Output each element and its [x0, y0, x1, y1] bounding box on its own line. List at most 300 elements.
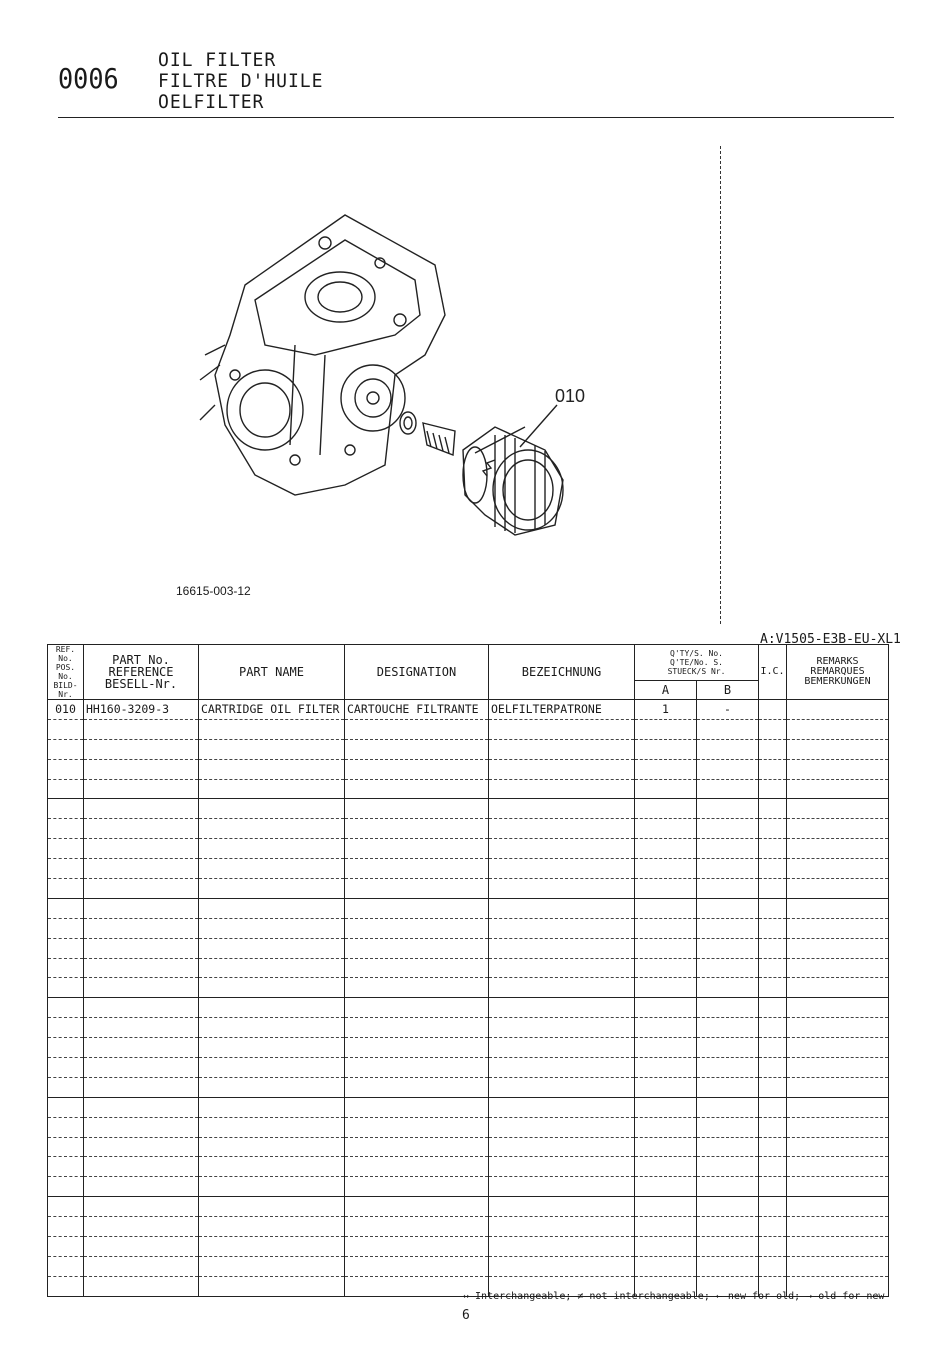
empty-cell: [345, 779, 489, 799]
empty-cell: [199, 1077, 345, 1097]
empty-cell: [199, 918, 345, 938]
empty-cell: [489, 1197, 635, 1217]
empty-cell: [345, 1137, 489, 1157]
empty-cell: [635, 898, 697, 918]
empty-cell: [84, 1256, 199, 1276]
empty-cell: [489, 1256, 635, 1276]
cell-ref: 010: [48, 700, 84, 720]
empty-cell: [199, 759, 345, 779]
empty-cell: [489, 978, 635, 998]
model-code: A:V1505-E3B-EU-XL1: [760, 632, 901, 647]
empty-cell: [787, 1038, 889, 1058]
empty-cell: [697, 719, 759, 739]
cell-bezeichnung: OELFILTERPATRONE: [489, 700, 635, 720]
empty-cell: [84, 839, 199, 859]
col-part-name-header: PART NAME: [199, 645, 345, 700]
table-row: [48, 819, 889, 839]
empty-cell: [345, 1157, 489, 1177]
empty-cell: [787, 719, 889, 739]
empty-cell: [48, 1038, 84, 1058]
table-row: [48, 938, 889, 958]
col-qty-de: STUECK/S Nr.: [667, 666, 726, 676]
empty-cell: [48, 1217, 84, 1237]
empty-cell: [759, 759, 787, 779]
empty-cell: [345, 1097, 489, 1117]
empty-cell: [697, 958, 759, 978]
empty-cell: [787, 1097, 889, 1117]
empty-cell: [345, 859, 489, 879]
col-ref-fr: POS. No.: [55, 663, 76, 681]
empty-cell: [697, 1038, 759, 1058]
empty-cell: [199, 1058, 345, 1078]
table-row: [48, 1177, 889, 1197]
empty-cell: [787, 898, 889, 918]
cell-remarks: [787, 700, 889, 720]
table-row: [48, 978, 889, 998]
empty-cell: [489, 1097, 635, 1117]
empty-cell: [345, 898, 489, 918]
empty-cell: [345, 1217, 489, 1237]
empty-cell: [48, 898, 84, 918]
empty-cell: [199, 1256, 345, 1276]
empty-cell: [635, 1157, 697, 1177]
col-remarks-header: [787, 645, 889, 700]
cell-qty-b: -: [697, 700, 759, 720]
empty-cell: [48, 779, 84, 799]
empty-cell: [489, 1177, 635, 1197]
empty-cell: [635, 938, 697, 958]
table-row: [48, 1058, 889, 1078]
empty-cell: [48, 1018, 84, 1038]
empty-cell: [635, 1177, 697, 1197]
empty-cell: [48, 958, 84, 978]
empty-cell: [48, 1117, 84, 1137]
empty-cell: [759, 1058, 787, 1078]
empty-cell: [48, 938, 84, 958]
empty-cell: [787, 819, 889, 839]
col-remarks-en: REMARKS: [816, 656, 859, 667]
empty-cell: [697, 1137, 759, 1157]
table-row: [48, 700, 889, 720]
empty-cell: [635, 779, 697, 799]
empty-cell: [759, 1077, 787, 1097]
table-row: [48, 998, 889, 1018]
empty-cell: [84, 859, 199, 879]
empty-cell: [635, 719, 697, 739]
empty-cell: [48, 1256, 84, 1276]
empty-cell: [199, 898, 345, 918]
table-row: [48, 1197, 889, 1217]
empty-cell: [345, 938, 489, 958]
empty-cell: [787, 1137, 889, 1157]
empty-cell: [635, 918, 697, 938]
empty-cell: [697, 998, 759, 1018]
empty-cell: [635, 978, 697, 998]
empty-cell: [84, 978, 199, 998]
empty-cell: [697, 879, 759, 899]
empty-cell: [84, 1018, 199, 1038]
empty-cell: [697, 978, 759, 998]
empty-cell: [199, 739, 345, 759]
empty-cell: [199, 879, 345, 899]
empty-cell: [635, 739, 697, 759]
col-designation-header: DESIGNATION: [345, 645, 489, 700]
oil-filter-exploded-drawing: [195, 205, 625, 545]
empty-cell: [199, 779, 345, 799]
empty-cell: [787, 1058, 889, 1078]
empty-cell: [635, 1058, 697, 1078]
empty-cell: [787, 759, 889, 779]
empty-cell: [635, 998, 697, 1018]
empty-cell: [697, 1256, 759, 1276]
empty-cell: [489, 918, 635, 938]
empty-cell: [787, 938, 889, 958]
empty-cell: [759, 958, 787, 978]
empty-cell: [84, 1157, 199, 1177]
empty-cell: [84, 898, 199, 918]
empty-cell: [697, 1157, 759, 1177]
empty-cell: [759, 1157, 787, 1177]
empty-cell: [199, 719, 345, 739]
empty-cell: [84, 918, 199, 938]
empty-cell: [48, 819, 84, 839]
empty-cell: [635, 1256, 697, 1276]
section-code: 0006: [58, 62, 119, 95]
figure-number: 16615-003-12: [176, 584, 251, 598]
empty-cell: [635, 1197, 697, 1217]
empty-cell: [787, 1157, 889, 1177]
empty-cell: [345, 1038, 489, 1058]
empty-cell: [489, 1038, 635, 1058]
empty-cell: [635, 799, 697, 819]
empty-cell: [84, 779, 199, 799]
table-row: [48, 918, 889, 938]
empty-cell: [697, 1077, 759, 1097]
empty-cell: [489, 1157, 635, 1177]
empty-cell: [345, 1237, 489, 1257]
empty-cell: [489, 799, 635, 819]
table-row: [48, 1217, 889, 1237]
col-ref-de: BILD-Nr.: [53, 681, 78, 699]
empty-cell: [489, 819, 635, 839]
col-part-no-de: BESELL-Nr.: [104, 677, 178, 691]
empty-cell: [697, 1097, 759, 1117]
empty-cell: [199, 859, 345, 879]
col-part-no-en: PART No.: [112, 653, 170, 667]
empty-cell: [489, 898, 635, 918]
empty-cell: [759, 819, 787, 839]
col-qty-a-header: A: [635, 680, 697, 699]
empty-cell: [345, 799, 489, 819]
empty-cell: [697, 799, 759, 819]
empty-cell: [787, 1237, 889, 1257]
empty-cell: [48, 1177, 84, 1197]
interchangeability-legend: ↔ Interchangeable; ≠ not interchangeable; ← new for old; → old for new: [463, 1291, 885, 1302]
empty-cell: [84, 819, 199, 839]
col-qty-en: Q'TY/S. No.: [670, 648, 723, 658]
empty-cell: [759, 1237, 787, 1257]
empty-cell: [787, 879, 889, 899]
empty-cell: [199, 1117, 345, 1137]
empty-cell: [199, 1038, 345, 1058]
empty-cell: [199, 1237, 345, 1257]
empty-cell: [787, 978, 889, 998]
empty-cell: [48, 759, 84, 779]
empty-cell: [345, 958, 489, 978]
cell-part-name: CARTRIDGE OIL FILTER: [199, 700, 345, 720]
empty-cell: [48, 1077, 84, 1097]
empty-cell: [787, 918, 889, 938]
empty-cell: [697, 759, 759, 779]
empty-cell: [787, 1018, 889, 1038]
empty-cell: [345, 1177, 489, 1197]
empty-cell: [489, 739, 635, 759]
empty-cell: [759, 938, 787, 958]
empty-cell: [84, 739, 199, 759]
empty-cell: [48, 719, 84, 739]
empty-cell: [697, 859, 759, 879]
empty-cell: [48, 879, 84, 899]
empty-cell: [84, 938, 199, 958]
empty-cell: [697, 819, 759, 839]
empty-cell: [345, 1058, 489, 1078]
empty-cell: [489, 1117, 635, 1137]
empty-cell: [787, 799, 889, 819]
empty-cell: [199, 998, 345, 1018]
table-row: [48, 898, 889, 918]
empty-cell: [48, 1157, 84, 1177]
empty-cell: [787, 779, 889, 799]
empty-cell: [697, 779, 759, 799]
empty-cell: [48, 839, 84, 859]
empty-cell: [787, 1117, 889, 1137]
col-remarks-fr: REMARQUES: [810, 666, 865, 677]
table-row: [48, 1137, 889, 1157]
empty-cell: [48, 1058, 84, 1078]
empty-cell: [759, 918, 787, 938]
table-row: [48, 1157, 889, 1177]
empty-cell: [489, 1077, 635, 1097]
empty-cell: [345, 978, 489, 998]
empty-cell: [787, 739, 889, 759]
empty-cell: [787, 1197, 889, 1217]
empty-cell: [345, 839, 489, 859]
empty-cell: [84, 1117, 199, 1137]
empty-cell: [489, 759, 635, 779]
col-qty-header: [635, 645, 759, 681]
empty-cell: [345, 759, 489, 779]
col-ref-header: [48, 645, 84, 700]
empty-cell: [759, 1256, 787, 1276]
empty-cell: [489, 859, 635, 879]
empty-cell: [199, 1097, 345, 1117]
empty-cell: [787, 1256, 889, 1276]
empty-cell: [48, 1276, 84, 1296]
empty-cell: [759, 978, 787, 998]
table-row: [48, 1237, 889, 1257]
empty-cell: [84, 879, 199, 899]
empty-cell: [489, 839, 635, 859]
empty-cell: [759, 739, 787, 759]
empty-cell: [84, 799, 199, 819]
empty-cell: [489, 1018, 635, 1038]
empty-cell: [199, 958, 345, 978]
table-row: [48, 879, 889, 899]
empty-cell: [48, 799, 84, 819]
empty-cell: [345, 998, 489, 1018]
empty-cell: [489, 879, 635, 899]
cell-part-no: HH160-3209-3: [84, 700, 199, 720]
empty-cell: [199, 1217, 345, 1237]
col-ref-en: REF. No.: [55, 645, 76, 663]
empty-cell: [759, 1137, 787, 1157]
col-ic-header: I.C.: [759, 645, 787, 700]
parts-table: [47, 644, 889, 1297]
empty-cell: [84, 958, 199, 978]
empty-cell: [759, 1038, 787, 1058]
empty-cell: [345, 739, 489, 759]
table-row: [48, 1018, 889, 1038]
empty-cell: [84, 1217, 199, 1237]
empty-cell: [635, 1018, 697, 1038]
empty-cell: [345, 1018, 489, 1038]
empty-cell: [48, 1197, 84, 1217]
empty-cell: [635, 879, 697, 899]
empty-cell: [635, 1217, 697, 1237]
empty-cell: [199, 978, 345, 998]
table-row: [48, 1038, 889, 1058]
title-en: OIL FILTER: [158, 49, 277, 71]
empty-cell: [635, 859, 697, 879]
empty-cell: [84, 1237, 199, 1257]
empty-cell: [697, 1018, 759, 1038]
empty-cell: [697, 1237, 759, 1257]
empty-cell: [759, 879, 787, 899]
empty-cell: [345, 879, 489, 899]
empty-cell: [84, 1058, 199, 1078]
empty-cell: [345, 1197, 489, 1217]
empty-cell: [48, 1137, 84, 1157]
empty-cell: [635, 1038, 697, 1058]
col-part-no-header: [84, 645, 199, 700]
empty-cell: [345, 819, 489, 839]
col-bezeichnung-header: BEZEICHNUNG: [489, 645, 635, 700]
empty-cell: [697, 898, 759, 918]
empty-cell: [199, 819, 345, 839]
empty-cell: [48, 1097, 84, 1117]
empty-cell: [635, 1097, 697, 1117]
empty-cell: [787, 839, 889, 859]
empty-cell: [84, 1197, 199, 1217]
empty-cell: [48, 1237, 84, 1257]
table-row: [48, 719, 889, 739]
empty-cell: [84, 998, 199, 1018]
empty-cell: [199, 1197, 345, 1217]
col-qty-fr: Q'TE/No. S.: [670, 657, 723, 667]
empty-cell: [199, 1177, 345, 1197]
table-row: [48, 759, 889, 779]
empty-cell: [635, 1237, 697, 1257]
empty-cell: [759, 839, 787, 859]
empty-cell: [84, 1077, 199, 1097]
table-row: [48, 739, 889, 759]
empty-cell: [345, 1117, 489, 1137]
empty-cell: [759, 719, 787, 739]
empty-cell: [635, 839, 697, 859]
header-rule: [58, 117, 894, 118]
table-row: [48, 1117, 889, 1137]
empty-cell: [697, 1177, 759, 1197]
empty-cell: [489, 1237, 635, 1257]
empty-cell: [48, 978, 84, 998]
empty-cell: [635, 1137, 697, 1157]
empty-cell: [199, 938, 345, 958]
empty-cell: [489, 1137, 635, 1157]
table-row: [48, 799, 889, 819]
col-remarks-de: BEMERKUNGEN: [804, 676, 871, 687]
table-row: [48, 779, 889, 799]
empty-cell: [759, 1018, 787, 1038]
empty-cell: [697, 1217, 759, 1237]
empty-cell: [84, 1097, 199, 1117]
empty-cell: [489, 719, 635, 739]
empty-cell: [199, 1276, 345, 1296]
empty-cell: [635, 819, 697, 839]
empty-cell: [697, 1058, 759, 1078]
empty-cell: [199, 1157, 345, 1177]
empty-cell: [787, 1177, 889, 1197]
empty-cell: [787, 998, 889, 1018]
title-fr: FILTRE D'HUILE: [158, 70, 324, 92]
empty-cell: [635, 958, 697, 978]
empty-cell: [345, 719, 489, 739]
table-row: [48, 839, 889, 859]
empty-cell: [697, 1197, 759, 1217]
empty-cell: [199, 1018, 345, 1038]
empty-cell: [199, 839, 345, 859]
empty-cell: [489, 1058, 635, 1078]
title-de: OELFILTER: [158, 91, 265, 113]
empty-cell: [697, 938, 759, 958]
empty-cell: [759, 1197, 787, 1217]
empty-cell: [697, 739, 759, 759]
empty-cell: [489, 779, 635, 799]
empty-cell: [199, 799, 345, 819]
callout-label: 010: [555, 386, 586, 406]
empty-cell: [345, 1077, 489, 1097]
empty-cell: [84, 1276, 199, 1296]
empty-cell: [759, 898, 787, 918]
table-row: [48, 1077, 889, 1097]
col-part-no-fr: REFERENCE: [108, 665, 174, 679]
empty-cell: [759, 799, 787, 819]
cell-designation: CARTOUCHE FILTRANTE: [345, 700, 489, 720]
cell-qty-a: 1: [635, 700, 697, 720]
empty-cell: [489, 938, 635, 958]
empty-cell: [84, 719, 199, 739]
empty-cell: [787, 859, 889, 879]
empty-cell: [48, 998, 84, 1018]
empty-cell: [345, 918, 489, 938]
empty-cell: [84, 1177, 199, 1197]
empty-cell: [759, 1177, 787, 1197]
empty-cell: [48, 918, 84, 938]
empty-cell: [635, 759, 697, 779]
col-qty-b-header: B: [697, 680, 759, 699]
empty-cell: [48, 859, 84, 879]
empty-cell: [84, 759, 199, 779]
empty-cell: [489, 958, 635, 978]
